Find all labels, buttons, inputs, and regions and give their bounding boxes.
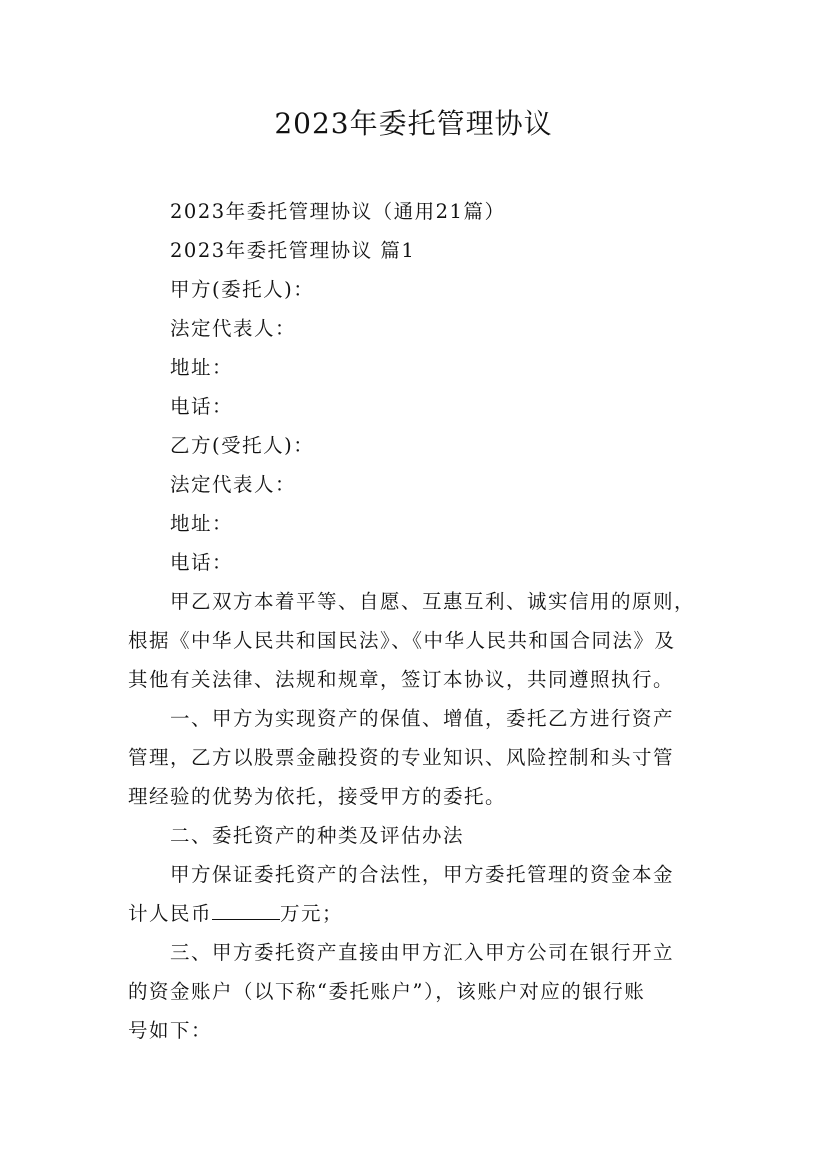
paragraph-line: 根据《中华人民共和国民法》、《中华人民共和国合同法》及 xyxy=(128,629,676,652)
amount-prefix: 计人民币 xyxy=(128,902,213,925)
document-body xyxy=(128,192,718,1050)
paragraph-line: 其他有关法律、法规和规章，签订本协议，共同遵照执行。 xyxy=(128,668,675,691)
section-heading: 2023年委托管理协议 篇1 xyxy=(170,239,416,262)
party-a-label: 甲方(委托人)： xyxy=(170,278,315,301)
paragraph-line: 号如下： xyxy=(128,1019,213,1042)
party-b-representative: 法定代表人： xyxy=(170,473,297,496)
amount-line xyxy=(128,894,718,933)
party-a-address: 地址： xyxy=(170,356,234,379)
paragraph-line: 理经验的优势为依托，接受甲方的委托。 xyxy=(128,785,507,808)
amount-suffix: 万元； xyxy=(280,902,344,925)
clause-heading: 二、委托资产的种类及评估办法 xyxy=(170,824,465,847)
paragraph-line: 的资金账户（以下称“委托账户”），该账户对应的银行账 xyxy=(128,980,646,1003)
amount-blank[interactable] xyxy=(212,901,280,920)
paragraph-line: 甲乙双方本着平等、自愿、互惠互利、诚实信用的原则， xyxy=(170,590,696,613)
party-b-address: 地址： xyxy=(170,512,234,535)
paragraph-line: 管理，乙方以股票金融投资的专业知识、风险控制和头寸管 xyxy=(128,746,675,769)
party-b-phone: 电话： xyxy=(170,551,234,574)
subtitle-line: 2023年委托管理协议（通用21篇） xyxy=(170,200,506,223)
paragraph-line: 三、甲方委托资产直接由甲方汇入甲方公司在银行开立 xyxy=(170,941,675,964)
paragraph-line: 一、甲方为实现资产的保值、增值，委托乙方进行资产 xyxy=(170,707,675,730)
party-a-representative: 法定代表人： xyxy=(170,317,297,340)
document-title: 2023年委托管理协议 xyxy=(274,107,553,140)
party-b-label: 乙方(受托人)： xyxy=(170,434,315,457)
party-a-phone: 电话： xyxy=(170,395,234,418)
paragraph-line: 甲方保证委托资产的合法性，甲方委托管理的资金本金 xyxy=(170,863,675,886)
